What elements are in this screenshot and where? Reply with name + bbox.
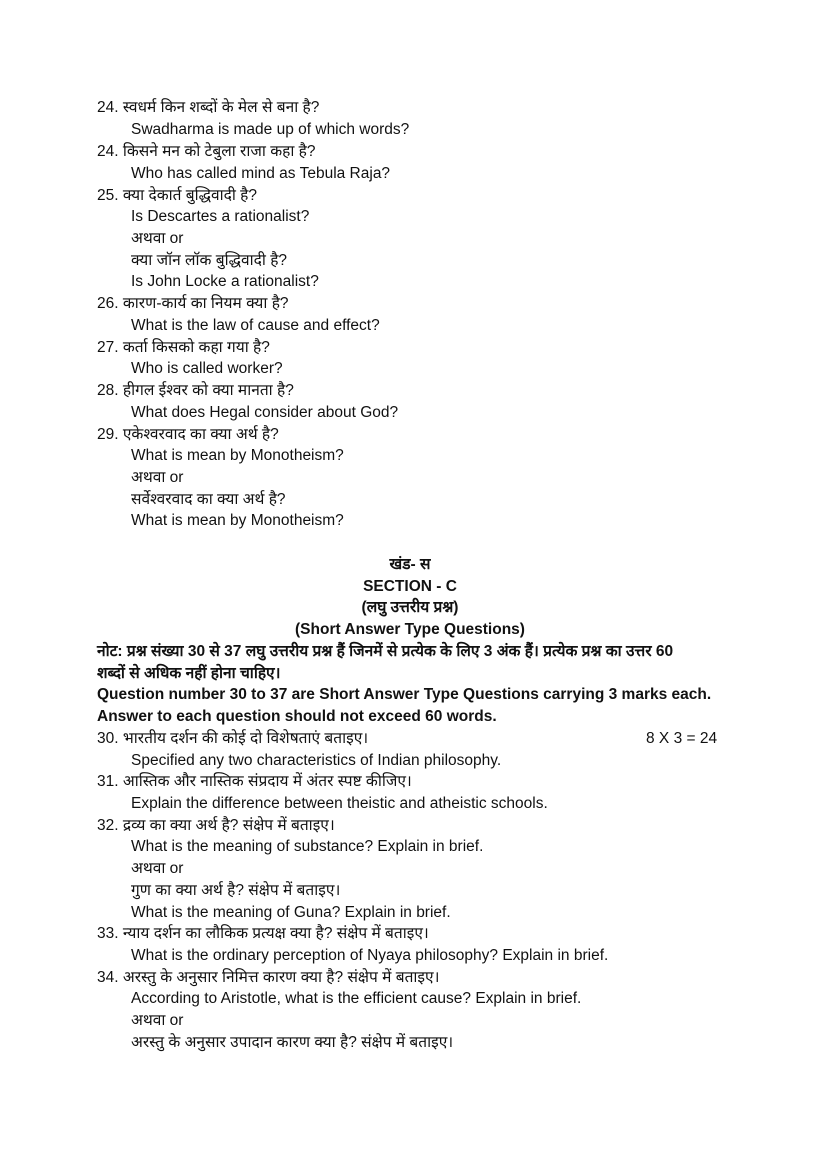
section-c-heading: SECTION - C bbox=[363, 578, 457, 595]
q26-hindi: 26. कारण-कार्य का नियम क्या है? bbox=[97, 295, 289, 312]
q31-hindi: 31. आस्तिक और नास्तिक संप्रदाय में अंतर स्पष्ट कीजिए। bbox=[97, 773, 412, 790]
note-hindi-line-2: शब्दों से अधिक नहीं होना चाहिए। bbox=[97, 665, 281, 682]
q34-alt-hindi: अरस्तु के अनुसार उपादान कारण क्या है? संक्षेप में बताइए। bbox=[131, 1034, 454, 1051]
q34-english: According to Aristotle, what is the efficient cause? Explain in brief. bbox=[131, 990, 582, 1007]
q32-hindi: 32. द्रव्य का क्या अर्थ है? संक्षेप में बताइए। bbox=[97, 817, 335, 834]
section-c-subheading: (Short Answer Type Questions) bbox=[295, 621, 525, 638]
q29-or: अथवा or bbox=[131, 469, 184, 486]
q31-english: Explain the difference between theistic and atheistic schools. bbox=[131, 795, 548, 812]
q27-hindi: 27. कर्ता किसको कहा गया है? bbox=[97, 339, 270, 356]
q25-hindi: 25. क्या देकार्त बुद्धिवादी है? bbox=[97, 187, 258, 204]
q32-alt-english: What is the meaning of Guna? Explain in brief. bbox=[131, 904, 451, 921]
q30-english: Specified any two characteristics of Indian philosophy. bbox=[131, 752, 502, 769]
q29-alt-english: What is mean by Monotheism? bbox=[131, 512, 344, 529]
section-c-heading-hindi: खंड- स bbox=[389, 556, 431, 573]
q24a-hindi: 24. स्वधर्म किन शब्दों के मेल से बना है? bbox=[97, 99, 320, 116]
q32-alt-hindi: गुण का क्या अर्थ है? संक्षेप में बताइए। bbox=[131, 882, 341, 899]
q25-or: अथवा or bbox=[131, 230, 184, 247]
q34-hindi: 34. अरस्तु के अनुसार निमित्त कारण क्या है? संक्षेप में बताइए। bbox=[97, 969, 440, 986]
marks-allocation: 8 X 3 = 24 bbox=[646, 730, 718, 747]
note-hindi-line-1: नोट: प्रश्न संख्या 30 से 37 लघु उत्तरीय प्रश्न हैं जिनमें से प्रत्येक के लिए 3 अंक हैं। प्रत्येक प्रश्न का उत्तर 60 bbox=[97, 643, 674, 660]
q32-english: What is the meaning of substance? Explain in brief. bbox=[131, 838, 484, 855]
q29-alt-hindi: सर्वेश्वरवाद का क्या अर्थ है? bbox=[131, 491, 286, 508]
q26-english: What is the law of cause and effect? bbox=[131, 317, 380, 334]
q29-hindi: 29. एकेश्वरवाद का क्या अर्थ है? bbox=[97, 426, 279, 443]
q28-english: What does Hegal consider about God? bbox=[131, 404, 399, 421]
q32-or: अथवा or bbox=[131, 860, 184, 877]
q25-english: Is Descartes a rationalist? bbox=[131, 208, 310, 225]
q33-hindi: 33. न्याय दर्शन का लौकिक प्रत्यक्ष क्या है? संक्षेप में बताइए। bbox=[97, 925, 429, 942]
q25-alt-english: Is John Locke a rationalist? bbox=[131, 273, 319, 290]
q24b-english: Who has called mind as Tebula Raja? bbox=[131, 165, 391, 182]
q24a-english: Swadharma is made up of which words? bbox=[131, 121, 410, 138]
q30-hindi: 30. भारतीय दर्शन की कोई दो विशेषताएं बताइए। bbox=[97, 730, 369, 747]
note-english-line-1: Question number 30 to 37 are Short Answer Type Questions carrying 3 marks each. bbox=[97, 686, 712, 703]
q24b-hindi: 24. किसने मन को टेबुला राजा कहा है? bbox=[97, 143, 316, 160]
q27-english: Who is called worker? bbox=[131, 360, 283, 377]
q28-hindi: 28. हीगल ईश्वर को क्या मानता है? bbox=[97, 382, 294, 399]
note-english-line-2: Answer to each question should not exceed 60 words. bbox=[97, 708, 497, 725]
q29-english: What is mean by Monotheism? bbox=[131, 447, 344, 464]
q34-or: अथवा or bbox=[131, 1012, 184, 1029]
section-c-subheading-hindi: (लघु उत्तरीय प्रश्न) bbox=[361, 599, 459, 616]
q33-english: What is the ordinary perception of Nyaya philosophy? Explain in brief. bbox=[131, 947, 609, 964]
q25-alt-hindi: क्या जॉन लॉक बुद्धिवादी है? bbox=[131, 252, 288, 269]
